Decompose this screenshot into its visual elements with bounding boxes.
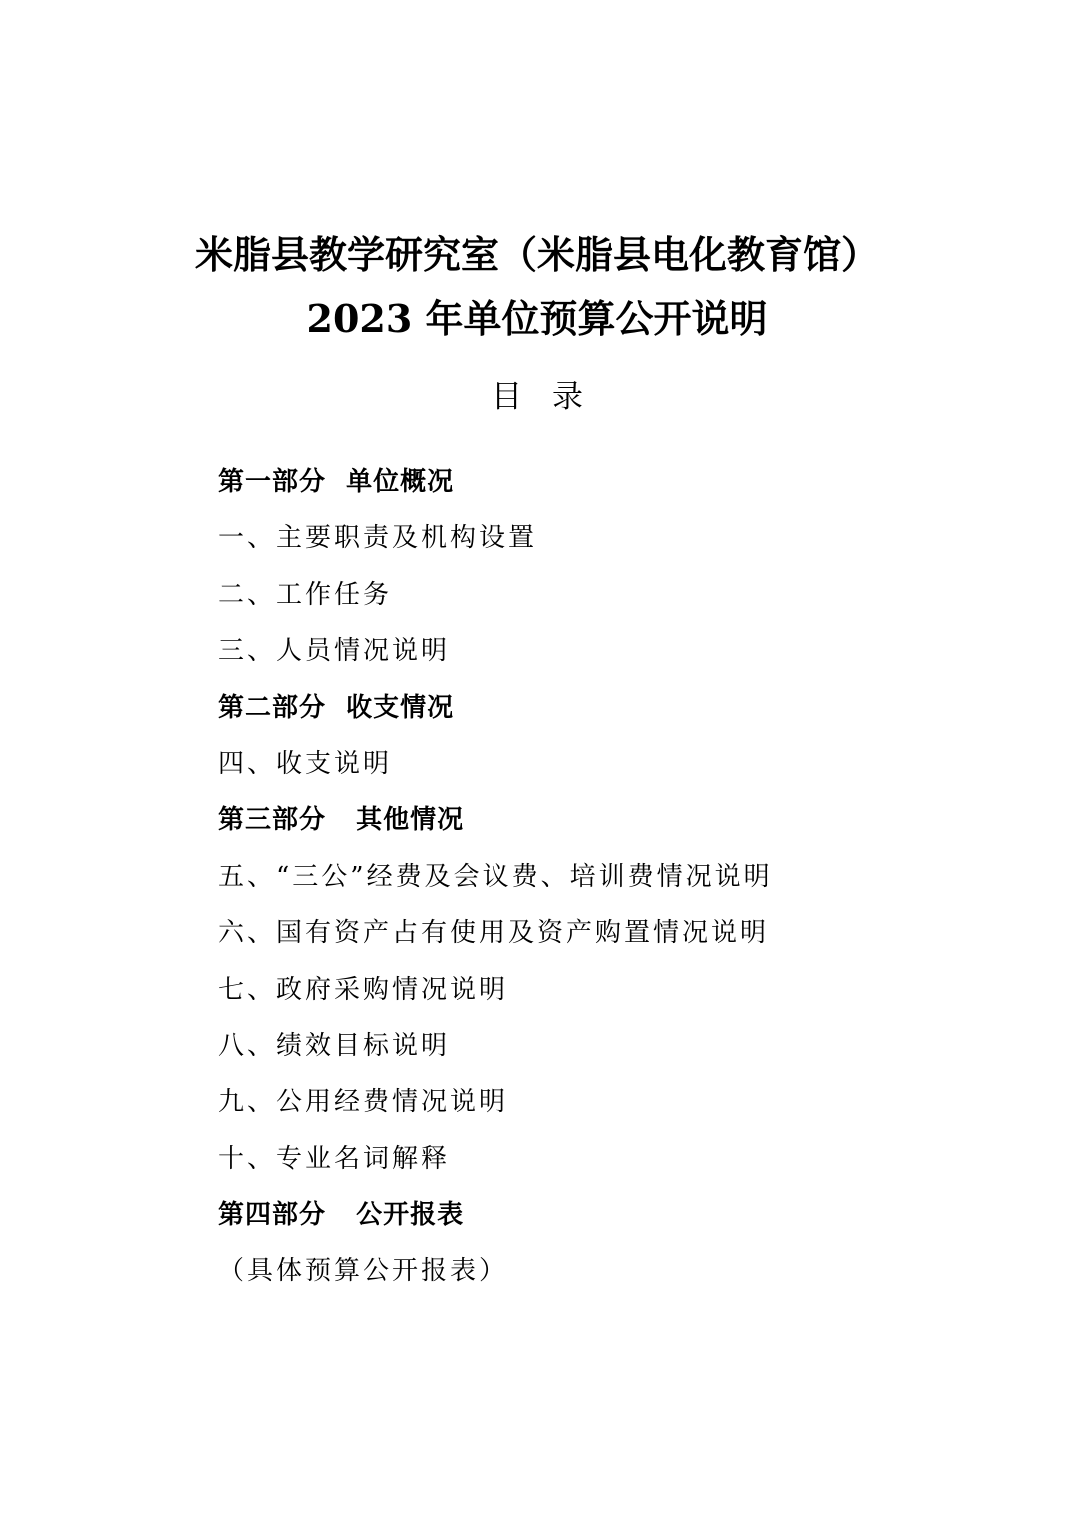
toc-part-1: 第一部分 单位概况: [218, 467, 455, 497]
document-title-line-2: 2023 年单位预算公开说明: [306, 296, 768, 341]
toc-item-7: 七、政府采购情况说明: [218, 974, 509, 1005]
toc-item-1: 一、主要职责及机构设置: [218, 523, 538, 554]
toc-item-3: 三、人员情况说明: [218, 636, 451, 667]
toc-item-8: 八、绩效目标说明: [218, 1030, 451, 1061]
document-title-line-1: 米脂县教学研究室（米脂县电化教育馆）: [194, 232, 879, 277]
toc-item-10: 十、专业名词解释: [218, 1143, 451, 1174]
toc-heading: 目录: [491, 379, 613, 415]
table-of-contents: [218, 462, 773, 1308]
toc-item-4: 四、收支说明: [218, 748, 393, 779]
toc-part-2: 第二部分 收支情况: [218, 692, 455, 723]
toc-item-5: 五、“三公”经费及会议费、培训费情况说明: [218, 861, 773, 892]
toc-item-9: 九、公用经费情况说明: [218, 1087, 509, 1118]
toc-item-2: 二、工作任务: [218, 579, 393, 610]
toc-part-4: 第四部分 公开报表: [218, 1200, 465, 1231]
toc-item-6: 六、国有资产占有使用及资产购置情况说明: [218, 918, 770, 949]
toc-part-3: 第三部分 其他情况: [218, 805, 465, 836]
toc-item-reports: （具体预算公开报表）: [218, 1256, 509, 1287]
